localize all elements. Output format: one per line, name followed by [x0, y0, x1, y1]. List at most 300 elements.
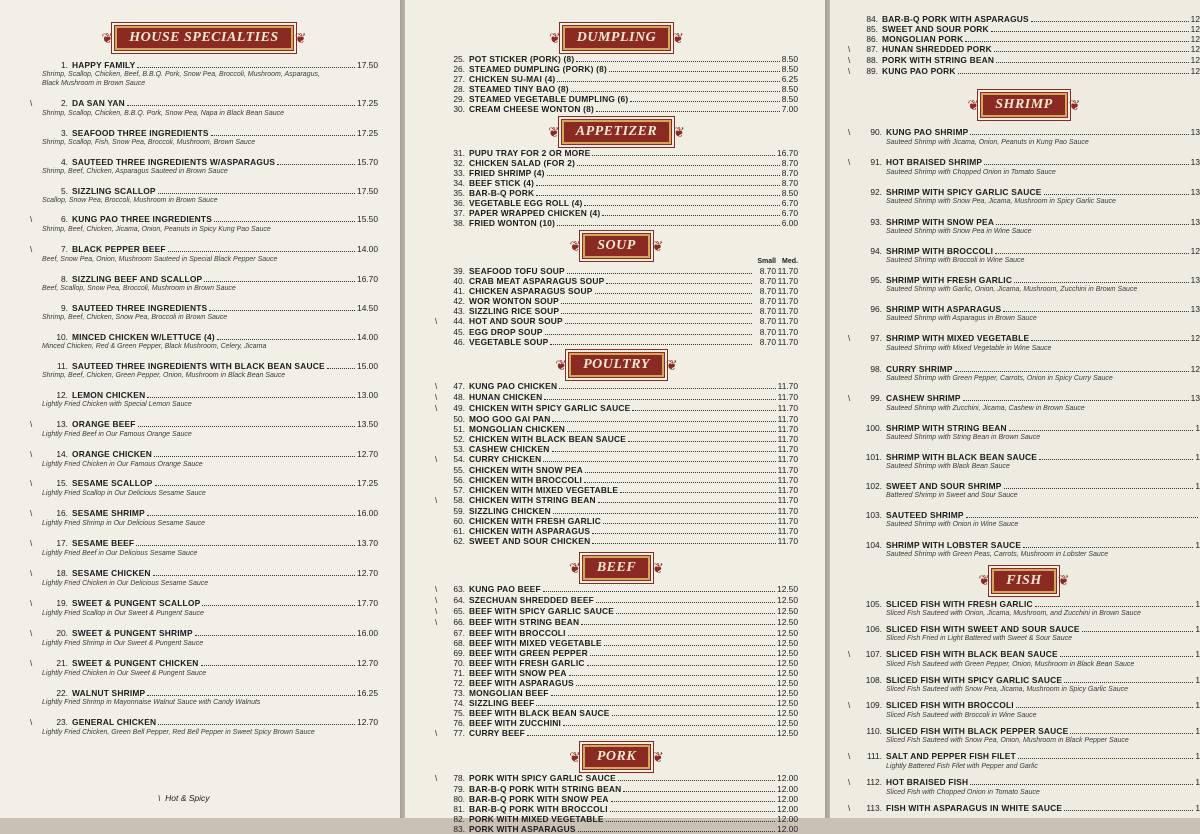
item-price: 15.50	[357, 214, 378, 225]
item-number: 64.	[453, 595, 465, 605]
item-name: PORK WITH MIXED VEGETABLE	[469, 814, 604, 824]
item-price: 1	[1195, 699, 1200, 710]
menu-item	[30, 98, 378, 118]
item-number: 13.	[56, 418, 68, 429]
item-description: Shrimp, Scallop, Chicken, B.B.Q. Pork, Snow Pea, Napa in Black Bean Sauce	[42, 109, 285, 117]
item-name: KUNG PAO SHRIMP	[886, 127, 969, 137]
menu-item-row	[435, 208, 798, 218]
menu-item	[435, 688, 798, 698]
item-number: 89.	[866, 66, 878, 76]
item-name: MINCED CHICKEN W/LETTUCE (4)	[72, 332, 215, 343]
leader-dots	[587, 665, 775, 666]
leader-dots	[578, 831, 775, 832]
menu-item-row	[30, 244, 378, 255]
menu-item-row	[30, 508, 378, 519]
item-description: Sliced Fish Sauteed with Snow Pea, Onion, Mushroom in Black Pepper Sauce	[886, 736, 1129, 744]
leader-dots	[277, 164, 355, 165]
item-name: SHRIMP WITH MIXED VEGETABLE	[886, 333, 1030, 344]
item-price: 11.70	[777, 444, 798, 454]
item-name: CHICKEN WITH ASPARAGUS	[469, 526, 591, 536]
menu-item-row	[848, 624, 1200, 634]
item-price: 12.00	[777, 773, 798, 783]
menu-item-row	[435, 316, 798, 327]
ornament-icon: ❦	[549, 29, 561, 46]
item-number: 9.	[61, 303, 68, 314]
menu-item-row	[848, 364, 1200, 374]
hot-spicy-icon: \	[848, 649, 851, 659]
item-description: Sauteed Shrimp with Snow Pea, Jicama, Mushroom in Spicy Garlic Sauce	[886, 198, 1116, 206]
menu-item-row	[30, 98, 378, 109]
menu-item-row	[848, 777, 1200, 788]
hot-spicy-icon: \	[435, 774, 438, 783]
menu-item-row	[435, 94, 798, 104]
item-name: CHICKEN WITH BLACK BEAN SAUCE	[469, 434, 627, 444]
menu-item-row	[30, 186, 378, 196]
leader-dots	[563, 725, 775, 726]
hot-spicy-icon: \	[30, 245, 33, 255]
leader-dots	[1082, 631, 1194, 632]
leader-dots	[612, 715, 775, 716]
menu-item-row	[435, 296, 798, 306]
item-name: PAPER WRAPPED CHICKEN (4)	[469, 208, 601, 218]
item-name: SIZZLING SCALLOP	[72, 185, 156, 196]
menu-item	[435, 794, 798, 804]
menu-item	[435, 381, 798, 392]
leader-dots	[965, 41, 1188, 42]
item-name: SHRIMP WITH LOBSTER SAUCE	[886, 539, 1022, 550]
item-price: 11.70	[777, 434, 798, 444]
item-price: 17.25	[357, 127, 378, 138]
item-name: KUNG PAO THREE INGREDIENTS	[72, 214, 212, 225]
item-price: 12.50	[777, 658, 798, 668]
menu-item-row	[435, 688, 798, 698]
menu-item-row	[435, 198, 798, 208]
leader-dots	[127, 105, 355, 106]
menu-item	[30, 478, 378, 498]
leader-dots	[576, 61, 779, 62]
leader-dots	[553, 513, 776, 514]
hot-spicy-icon: \	[435, 596, 438, 605]
item-price: 1	[1195, 725, 1200, 736]
item-number: 86.	[866, 34, 878, 44]
price-med: 11.70	[777, 337, 798, 347]
middle-panel	[405, 0, 825, 834]
leader-dots	[1018, 758, 1193, 759]
menu-item-row	[435, 74, 798, 84]
item-description: Sauteed Shrimp with Chopped Onion in Tomato Sauce	[886, 169, 1056, 177]
menu-item	[30, 214, 378, 234]
leader-dots	[195, 635, 355, 636]
item-price: 1	[1195, 452, 1200, 463]
menu-item	[435, 606, 798, 617]
item-name: CHICKEN SALAD (FOR 2)	[469, 158, 576, 168]
item-number: 59.	[453, 506, 465, 516]
menu-item	[848, 14, 1200, 24]
ornament-icon: ❦	[555, 356, 568, 373]
menu-item	[848, 304, 1200, 323]
item-name: POT STICKER (PORK) (8)	[469, 54, 575, 64]
item-price: 12.00	[777, 824, 798, 834]
menu-item-row	[30, 157, 378, 167]
menu-item-row	[435, 218, 798, 228]
leader-dots	[536, 185, 780, 186]
leader-dots	[568, 635, 775, 636]
menu-item	[435, 784, 798, 794]
menu-item	[435, 678, 798, 688]
item-price: 8.50	[781, 94, 798, 104]
leader-dots	[1035, 606, 1194, 607]
hot-spicy-icon: \	[435, 404, 438, 413]
item-price: 8.50	[781, 84, 798, 94]
item-price: 1	[1195, 623, 1200, 634]
appetizer-header	[435, 120, 798, 144]
leader-dots	[201, 665, 356, 666]
menu-item-row	[848, 217, 1200, 227]
item-price: 16.25	[357, 687, 378, 698]
item-number: 79.	[453, 784, 465, 794]
item-name: SAUTEED THREE INGREDIENTS	[72, 303, 208, 314]
leader-dots	[543, 461, 775, 462]
menu-item	[30, 361, 378, 380]
price-small: 8.70	[759, 296, 776, 306]
item-name: SHRIMP WITH BLACK BEAN SAUCE	[886, 452, 1038, 463]
item-number: 80.	[453, 794, 465, 804]
menu-item	[30, 186, 378, 205]
menu-item-row	[30, 568, 378, 579]
poultry-list	[435, 381, 798, 546]
price-med: 11.70	[777, 306, 798, 316]
item-description: Sauteed Shrimp with Mixed Vegetable in Wine Sauce	[886, 345, 1052, 353]
menu-item-row	[848, 423, 1200, 433]
item-number: 68.	[453, 638, 465, 648]
menu-item	[30, 419, 378, 439]
item-price: 11.70	[777, 536, 798, 546]
item-name: SIZZLING RICE SOUP	[469, 306, 560, 316]
menu-item-row	[848, 540, 1200, 550]
item-name: BAR-B-Q PORK WITH BROCCOLI	[469, 804, 608, 814]
item-name: VEGETABLE SOUP	[469, 337, 549, 347]
ornament-icon: ❦	[548, 123, 560, 140]
menu-item-row	[848, 44, 1200, 55]
menu-item	[30, 717, 378, 737]
menu-item-row	[848, 14, 1200, 24]
item-number: 65.	[453, 606, 465, 616]
dumpling-header	[435, 26, 798, 50]
leader-dots	[609, 71, 780, 72]
item-description: Sauteed Shrimp with String Bean in Brown Sauce	[886, 433, 1041, 441]
menu-item-row	[848, 55, 1200, 66]
leader-dots	[628, 441, 776, 442]
item-description: Lightly Fried Beef in Our Famous Orange Sauce	[42, 430, 192, 438]
menu-item	[30, 538, 378, 558]
menu-item-row	[435, 424, 798, 434]
menu-item	[848, 510, 1200, 529]
hot-spicy-icon: \	[848, 56, 851, 65]
item-number: 77.	[453, 728, 465, 738]
item-price: 17.50	[357, 185, 378, 196]
item-number: 101.	[865, 452, 882, 463]
menu-item	[435, 658, 798, 668]
item-number: 54.	[453, 454, 465, 464]
leader-dots	[565, 323, 752, 324]
shrimp-header	[848, 93, 1200, 117]
menu-item	[848, 127, 1200, 147]
menu-item	[848, 726, 1200, 745]
item-price: 12.50	[777, 617, 798, 627]
item-description: Shrimp, Scallop, Fish, Snow Pea, Broccoli, Mushroom, Brown Sauce	[42, 138, 256, 146]
item-name: BEEF WITH FRESH GARLIC	[469, 658, 585, 668]
item-description: Minced Chicken, Red & Green Pepper, Black Mushroom, Celery, Jicama	[42, 343, 267, 351]
item-name: ORANGE CHICKEN	[72, 448, 153, 459]
item-price: 12.50	[777, 678, 798, 688]
item-price: 1	[1195, 648, 1200, 659]
leader-dots	[984, 164, 1188, 165]
menu-item	[435, 392, 798, 403]
menu-item-row	[30, 658, 378, 669]
item-name: DA SAN YAN	[72, 97, 125, 108]
item-name: ORANGE BEEF	[72, 418, 136, 429]
item-number: 11.	[56, 360, 68, 371]
item-price: 11.70	[777, 526, 798, 536]
menu-item-row	[30, 628, 378, 639]
item-name: FRIED SHRIMP (4)	[469, 168, 545, 178]
item-number: 106.	[865, 623, 882, 634]
leader-dots	[994, 51, 1189, 52]
item-number: 17.	[56, 538, 68, 549]
menu-item-row	[848, 481, 1200, 491]
item-price: 12.50	[777, 698, 798, 708]
menu-item	[435, 104, 798, 114]
leader-dots	[592, 543, 775, 544]
leader-dots	[602, 215, 779, 216]
leader-dots	[590, 655, 775, 656]
leader-dots	[536, 195, 779, 196]
menu-item-row	[848, 803, 1200, 814]
hot-spicy-icon: \	[435, 618, 438, 627]
item-number: 48.	[453, 392, 465, 402]
leader-dots	[561, 303, 752, 304]
item-name: SLICED FISH WITH SPICY GARLIC SAUCE	[886, 674, 1063, 685]
menu-item-row	[435, 465, 798, 475]
leader-dots	[158, 724, 355, 725]
item-price: 16.70	[777, 148, 798, 158]
item-number: 108.	[865, 674, 882, 685]
menu-item-row	[435, 444, 798, 454]
item-price: 16.70	[357, 274, 378, 285]
item-description: Sauteed Shrimp with Green Peas, Carrots, Mushroom in Lobster Sauce	[886, 550, 1109, 558]
menu-item	[435, 424, 798, 434]
leader-dots	[557, 81, 779, 82]
hot-spicy-icon: \	[30, 509, 33, 519]
item-name: HOT BRAISED FISH	[886, 776, 969, 787]
hot-spicy-icon: \	[30, 98, 33, 108]
menu-item-row	[435, 276, 798, 286]
menu-item	[848, 393, 1200, 413]
item-number: 93.	[870, 216, 882, 227]
menu-item	[435, 414, 798, 424]
leader-dots	[551, 695, 775, 696]
item-number: 95.	[870, 274, 882, 285]
item-name: BEEF WITH GREEN PEPPER	[469, 648, 588, 658]
item-description: Lightly Fried Scallop in Our Delicious Sesame Sauce	[42, 490, 206, 498]
menu-item	[435, 94, 798, 104]
ornament-icon: ❦	[569, 559, 581, 576]
item-price: 12.70	[357, 657, 378, 668]
menu-item-row	[848, 452, 1200, 462]
menu-item	[435, 403, 798, 414]
menu-item-row	[435, 617, 798, 628]
menu-item	[435, 506, 798, 516]
leader-dots	[995, 253, 1189, 254]
menu-item	[435, 168, 798, 178]
leader-dots	[155, 485, 356, 486]
menu-item	[435, 668, 798, 678]
menu-item-row	[848, 675, 1200, 685]
item-number: 16.	[56, 508, 68, 519]
menu-item	[30, 390, 378, 409]
item-description: Shrimp, Beef, Chicken, Snow Pea, Broccoli in Brown Sauce	[42, 314, 228, 322]
item-number: 113.	[866, 802, 882, 813]
leader-dots	[1031, 21, 1189, 22]
item-number: 22.	[56, 687, 68, 698]
menu-item	[435, 648, 798, 658]
item-price: 8.70	[781, 158, 798, 168]
item-description: Sauteed Shrimp with Broccoli in Wine Sauce	[886, 256, 1025, 264]
menu-item-row	[435, 668, 798, 678]
menu-item-row	[848, 304, 1200, 314]
leader-dots	[550, 344, 752, 345]
item-description: Sauteed Shrimp with Asparagus in Brown Sauce	[886, 315, 1037, 323]
leader-dots	[1016, 707, 1194, 708]
item-price: 12.50	[777, 718, 798, 728]
leader-dots	[536, 705, 775, 706]
item-name: HOT AND SOUR SOUP	[469, 316, 563, 326]
item-name: SEAFOOD THREE INGREDIENTS	[72, 127, 209, 138]
leader-dots	[137, 67, 355, 68]
item-number: 3.	[61, 127, 68, 138]
item-number: 66.	[453, 617, 465, 627]
size-small: Small	[757, 258, 776, 265]
item-price: 1	[1195, 750, 1200, 761]
item-price: 13.70	[357, 538, 378, 549]
menu-item-row	[435, 148, 798, 158]
item-number: 82.	[453, 814, 465, 824]
menu-item-row	[848, 599, 1200, 609]
menu-item	[848, 624, 1200, 643]
item-number: 12.	[56, 389, 68, 400]
item-description: Sauteed Shrimp with Green Pepper, Carrots, Onion in Spicy Curry Sauce	[886, 374, 1113, 382]
legend-label: Hot & Spicy	[165, 793, 210, 803]
item-price: 13	[1190, 274, 1200, 285]
item-number: 60.	[453, 516, 465, 526]
item-description: Sliced Fish Sauteed with Green Pepper, Onion, Mushroom in Black Bean Sauce	[886, 660, 1135, 668]
leader-dots	[618, 780, 775, 781]
item-description: Sauteed Shrimp with Snow Pea in Wine Sauce	[886, 227, 1032, 235]
menu-item	[435, 485, 798, 495]
leader-dots	[1070, 733, 1193, 734]
menu-item	[435, 84, 798, 94]
menu-item-row	[435, 337, 798, 347]
pork-list	[435, 773, 798, 834]
leader-dots	[581, 624, 775, 625]
item-name: STEAMED DUMPLING (PORK) (8)	[469, 64, 608, 74]
leader-dots	[543, 591, 775, 592]
item-name: BEEF WITH ZUCCHINI	[469, 718, 561, 728]
leader-dots	[1003, 311, 1188, 312]
item-description: Lightly Fried Scallop in Our Sweet & Pungent Sauce	[42, 610, 204, 618]
menu-item-row	[435, 678, 798, 688]
ornament-icon: ❦	[652, 748, 664, 765]
menu-item	[848, 333, 1200, 353]
menu-item-row	[435, 266, 798, 276]
leader-dots	[606, 821, 775, 822]
item-price: 11.70	[777, 454, 798, 464]
leader-dots	[620, 492, 775, 493]
item-number: 111.	[866, 750, 882, 761]
house-specialties-header	[30, 26, 378, 50]
item-name: CHICKEN WITH BROCCOLI	[469, 475, 583, 485]
item-name: CASHEW SHRIMP	[886, 392, 961, 403]
item-number: 33.	[453, 168, 465, 178]
leader-dots	[545, 334, 752, 335]
menu-item	[848, 481, 1200, 500]
menu-item-row	[848, 246, 1200, 256]
item-name: BEEF WITH ASPARAGUS	[469, 678, 574, 688]
item-price: 8.70	[781, 168, 798, 178]
menu-item-row	[435, 327, 798, 337]
item-number: 61.	[453, 526, 465, 536]
item-number: 28.	[453, 84, 465, 94]
item-number: 8.	[61, 274, 68, 285]
house-specialties-list	[30, 60, 378, 737]
menu-item	[848, 751, 1200, 771]
item-number: 44.	[453, 316, 465, 326]
item-number: 43.	[453, 306, 465, 316]
item-name: BLACK PEPPER BEEF	[72, 244, 166, 255]
hot-spicy-icon: \	[435, 455, 438, 464]
item-price: 12.50	[777, 606, 798, 616]
item-price: 12	[1190, 363, 1200, 374]
item-number: 29.	[453, 94, 465, 104]
hot-spicy-icon: \	[30, 717, 33, 727]
menu-item	[435, 276, 798, 286]
menu-item-row	[435, 516, 798, 526]
leader-dots	[955, 371, 1189, 372]
item-name: SLICED FISH WITH BLACK PEPPER SAUCE	[886, 725, 1069, 736]
item-price: 12.70	[357, 448, 378, 459]
leader-dots	[147, 515, 355, 516]
menu-item-row	[30, 449, 378, 460]
leader-dots	[630, 101, 779, 102]
item-description: Sliced Fish Sauteed with Broccoli in Wine Sauce	[886, 711, 1037, 719]
leader-dots	[958, 73, 1189, 74]
item-number: 99.	[870, 392, 882, 403]
menu-item	[30, 658, 378, 678]
leader-dots	[547, 175, 780, 176]
item-price: 12	[1190, 66, 1200, 76]
right-panel	[830, 0, 1200, 818]
menu-item-row	[848, 34, 1200, 44]
item-price: 11.70	[777, 424, 798, 434]
item-description: Lightly Fried Chicken in Our Delicious Sesame Sauce	[42, 580, 209, 588]
menu-item	[848, 34, 1200, 44]
item-description: Sauteed Shrimp with Onion in Wine Sauce	[886, 521, 1019, 529]
item-price: 13	[1190, 216, 1200, 227]
menu-item-row	[435, 168, 798, 178]
price-small: 8.70	[759, 266, 776, 276]
leader-dots	[561, 313, 752, 314]
ornament-icon: ❦	[101, 29, 114, 46]
